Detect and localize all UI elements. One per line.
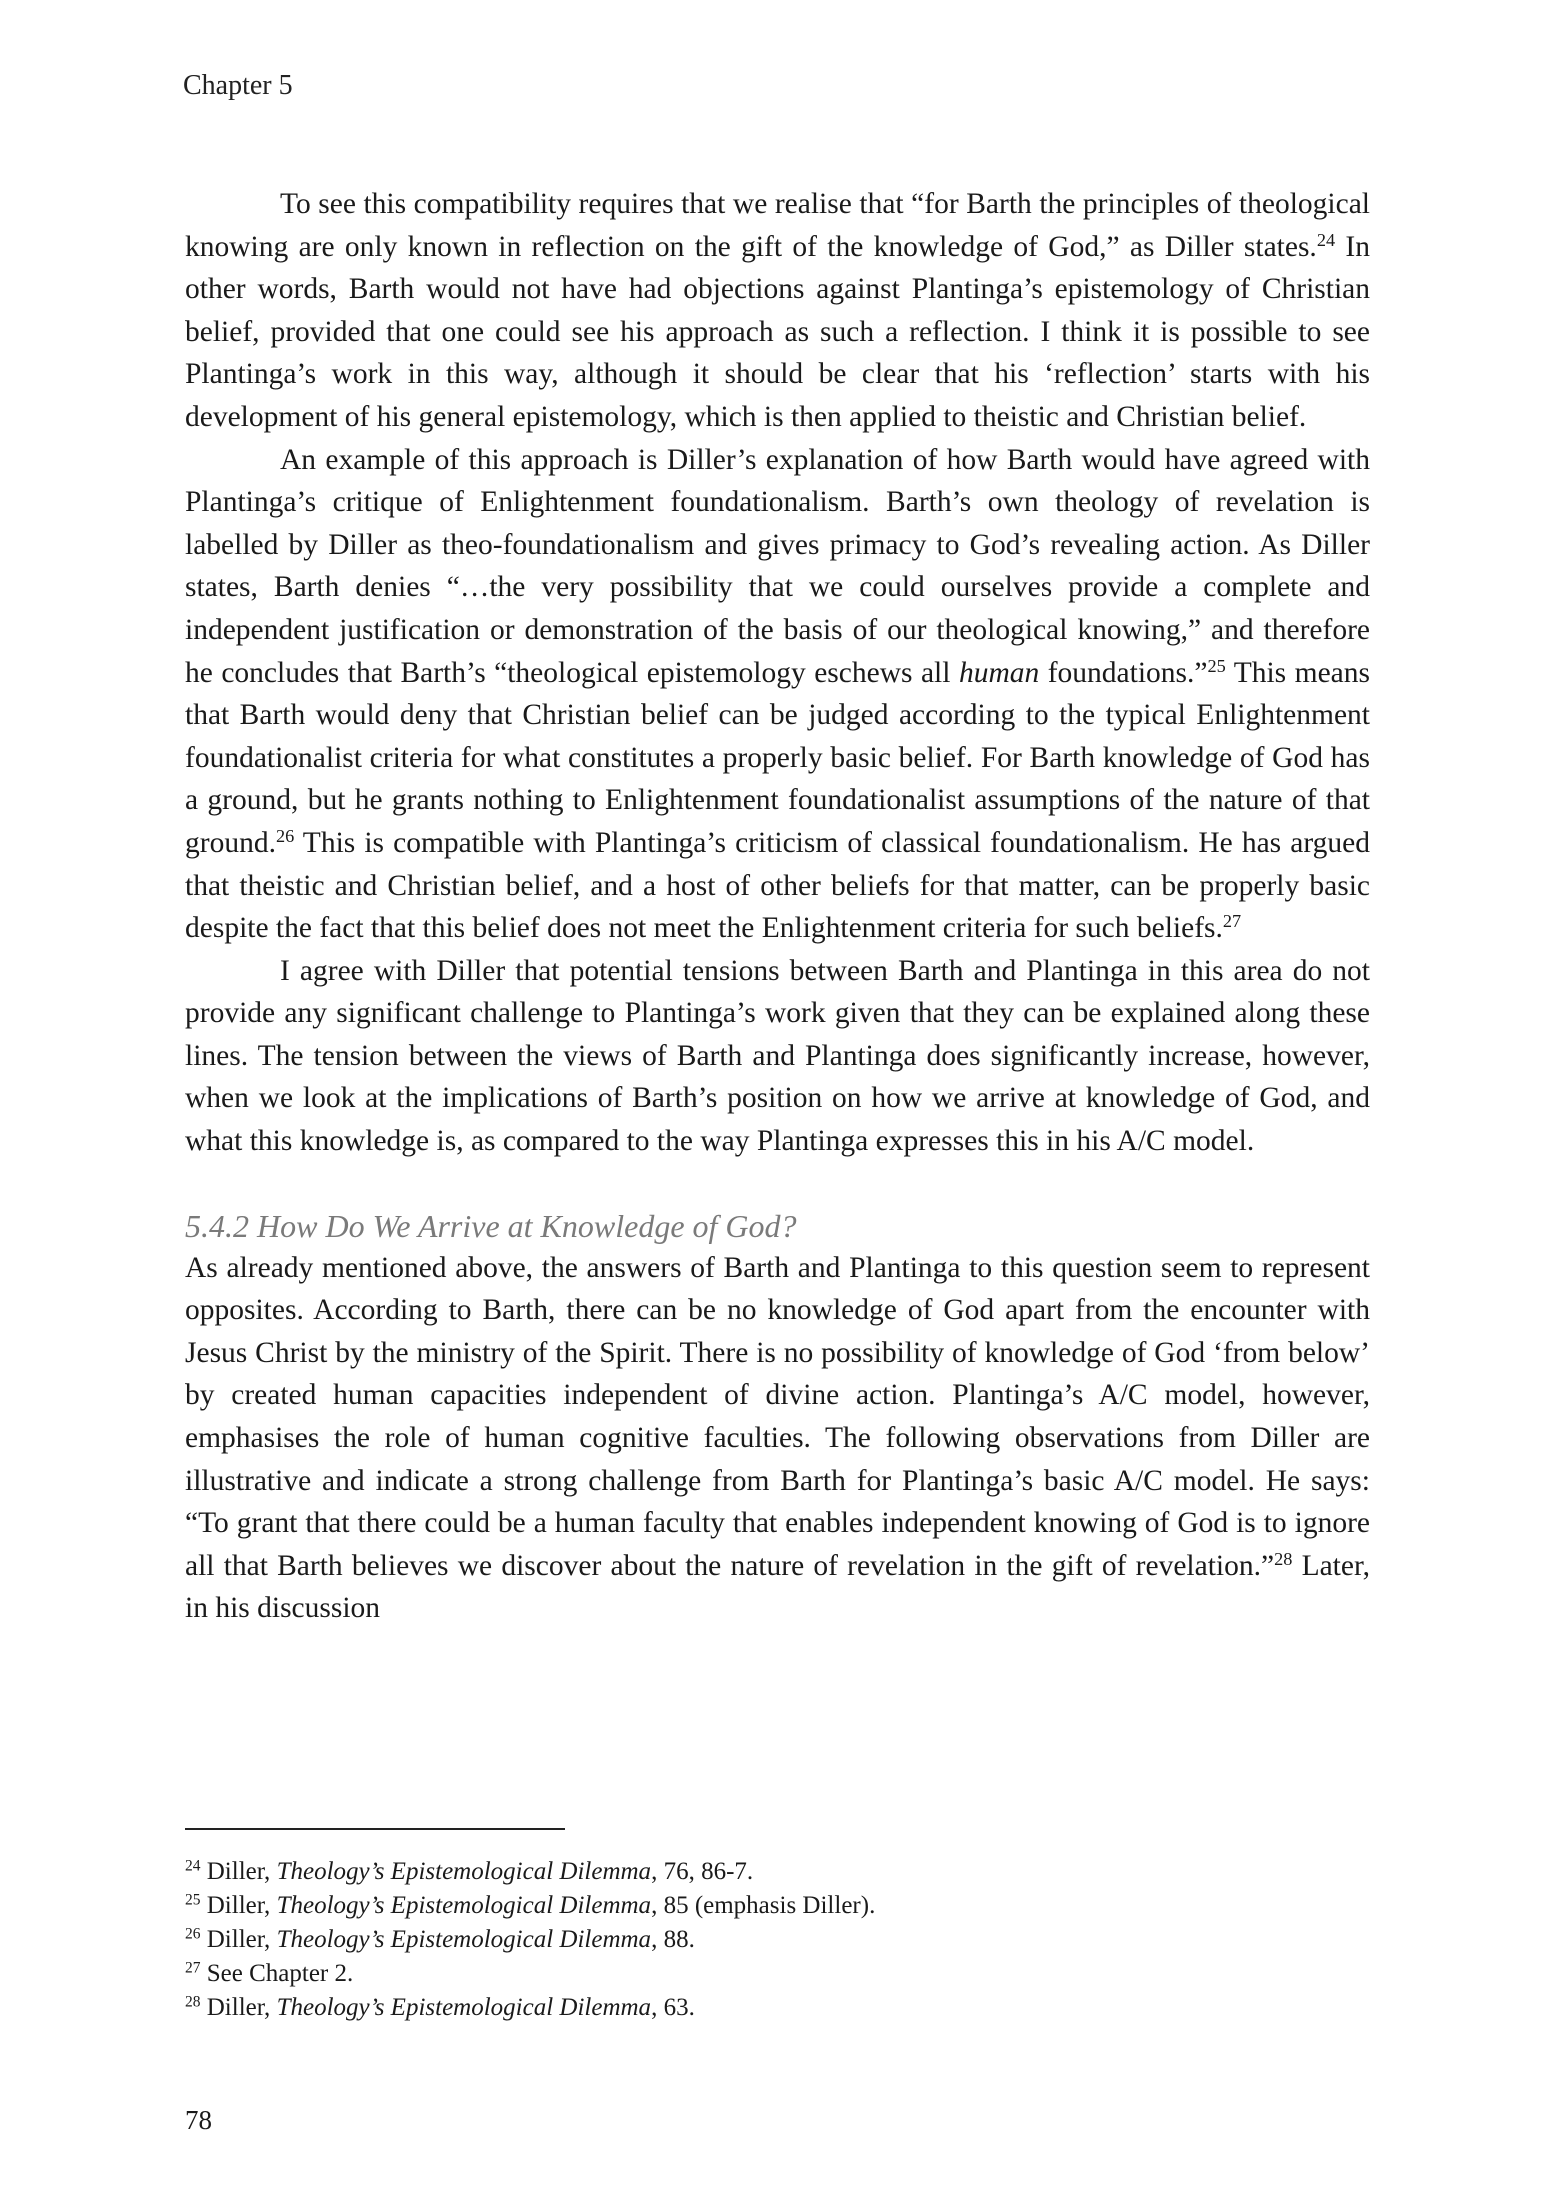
footnote-ref[interactable]: 28 bbox=[1274, 1548, 1293, 1569]
citation-title: Theology’s Epistemological Dilemma bbox=[276, 1994, 652, 2021]
emphasis: human bbox=[958, 656, 1040, 689]
footnote-ref[interactable]: 27 bbox=[1222, 911, 1242, 932]
section-heading: 5.4.2 How Do We Arrive at Knowledge of God? bbox=[185, 1207, 797, 1244]
citation-title: Theology’s Epistemological Dilemma bbox=[276, 1858, 652, 1885]
footnote-divider bbox=[185, 1828, 565, 1830]
page-number: 78 bbox=[185, 2105, 212, 2135]
footnote: $^{26}$ Diller, Theology’s Epistemological Dilemma, 88. bbox=[185, 1925, 695, 1953]
paragraph: As already mentioned above, the answers of Barth and Plantinga to this question seem to represent opposites. According to Barth, there can be no knowledge of God apart from the encounter with Jesus Christ by the ministry of the Spirit. There is no possibility of knowledge of God ‘from below’ by created human capacities independent of divine action. Plantinga’s A/C model, however, emphasises the role of human cognitive faculties. The following observations from Diller are illustrative and indicate a strong challenge from Barth for Plantinga’s basic A/C model. He says: “To grant that there could be a human faculty that enables independent knowing of God is to ignore all that Barth believes we discover about the nature of revelation in the gift of revelation.”$^{28}$ Later, in his discussion bbox=[185, 1251, 1370, 1625]
footnote: $^{25}$ Diller, Theology’s Epistemological Dilemma, 85 (emphasis Diller). bbox=[185, 1891, 876, 1919]
footnote-ref[interactable]: 25 bbox=[1207, 655, 1226, 676]
running-head: Chapter 5 bbox=[183, 70, 293, 101]
footnote-number: 24 bbox=[185, 1857, 201, 1875]
citation-title: Theology’s Epistemological Dilemma bbox=[276, 1892, 652, 1919]
footnote-number: 26 bbox=[185, 1925, 201, 1943]
footnote-number: 25 bbox=[185, 1891, 201, 1909]
footnotes bbox=[185, 1855, 875, 2025]
paragraph: To see this compatibility requires that we realise that “for Barth the principles of theological knowing are only known in reflection on the gift of the knowledge of God,” as Diller states.$^{24}$ In other words, Barth would not have had objections against Plantinga’s epistemology of Christian belief, provided that one could see his approach as such a reflection. I think it is possible to see Plantinga’s work in this way, although it should be clear that his ‘reflection’ starts with his development of his general epistemology, which is then applied to theistic and Christian belief. bbox=[185, 188, 1370, 433]
footnote-ref[interactable]: 24 bbox=[1316, 229, 1336, 250]
footnote: $^{27}$ See Chapter 2. bbox=[185, 1959, 354, 1987]
footnote-ref[interactable]: 26 bbox=[275, 825, 295, 846]
body-text bbox=[185, 183, 1370, 1630]
paragraph: I agree with Diller that potential tensions between Barth and Plantinga in this area do not provide any significant challenge to Plantinga’s work given that they can be explained along these lines. The tension between the views of Barth and Plantinga does significantly increase, however, when we look at the implications of Barth’s position on how we arrive at knowledge of God, and what this knowledge is, as compared to the way Plantinga expresses this in his A/C model. bbox=[185, 954, 1370, 1158]
footnote: $^{24}$ Diller, Theology’s Epistemological Dilemma, 76, 86-7. bbox=[185, 1857, 754, 1885]
footnote: $^{28}$ Diller, Theology’s Epistemological Dilemma, 63. bbox=[185, 1993, 695, 2021]
paragraphs bbox=[185, 183, 1370, 1163]
footnote-number: 28 bbox=[185, 1993, 201, 2011]
citation-title: Theology’s Epistemological Dilemma bbox=[276, 1926, 652, 1953]
section-paragraphs bbox=[185, 1247, 1370, 1630]
footnote-number: 27 bbox=[185, 1959, 201, 1977]
paragraph: An example of this approach is Diller’s explanation of how Barth would have agreed with Plantinga’s critique of Enlightenment foundationalism. Barth’s own theology of revelation is labelled by Diller as theo-foundationalism and gives primacy to God’s revealing action. As Diller states, Barth denies “…the very possibility that we could ourselves provide a complete and independent justification or demonstration of the basis of our theological knowing,” and therefore he concludes that Barth’s “theological epistemology eschews all human foundations.”$^{25}$ This means that Barth would deny that Christian belief can be judged according to the typical Enlightenment foundationalist criteria for what constitutes a properly basic belief. For Barth knowledge of God has a ground, but he grants nothing to Enlightenment foundationalist assumptions of the nature of that ground.$^{26}$ This is compatible with Plantinga’s criticism of classical foundationalism. He has argued that theistic and Christian belief, and a host of other beliefs for that matter, can be properly basic despite the fact that this belief does not meet the Enlightenment criteria for such beliefs.$^{27}$ bbox=[185, 443, 1370, 945]
